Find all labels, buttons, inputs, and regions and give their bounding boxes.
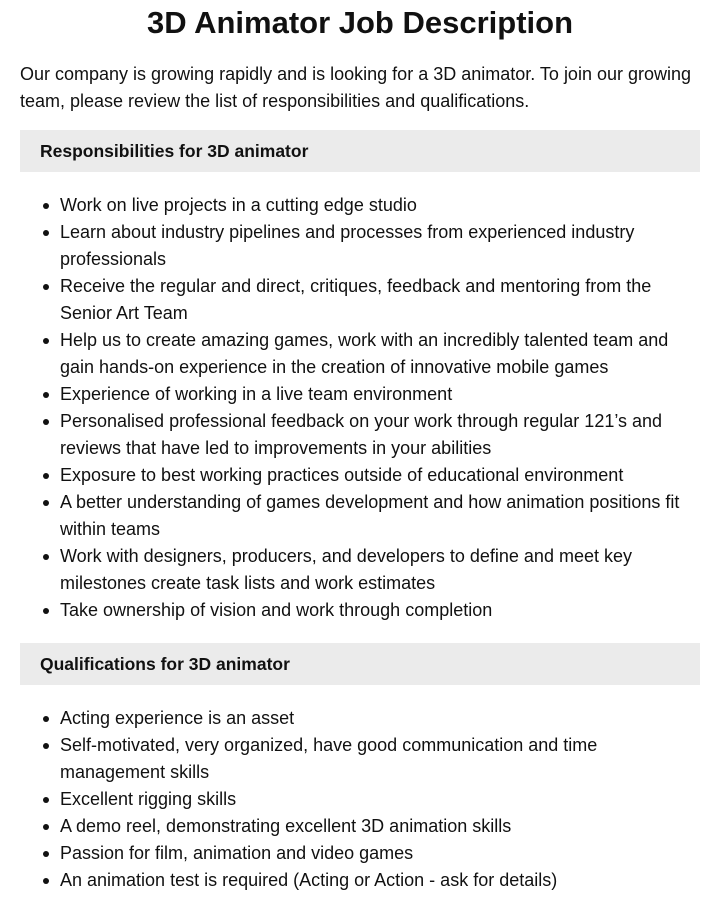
list-item xyxy=(60,192,700,219)
list-item-text: A demo reel, demonstrating excellent 3D animation skills xyxy=(60,816,512,836)
bullet-icon xyxy=(43,743,49,749)
list-item xyxy=(60,273,700,327)
bullet-icon xyxy=(43,419,49,425)
responsibilities-list xyxy=(20,192,700,624)
list-item xyxy=(60,489,700,543)
list-item-text: An animation test is required (Acting or Action - ask for details) xyxy=(60,870,558,890)
bullet-icon xyxy=(43,338,49,344)
list-item xyxy=(60,462,700,489)
list-item xyxy=(60,597,700,624)
list-item-text: Self-motivated, very organized, have good communication and time management skills xyxy=(60,735,598,782)
list-item-text: Help us to create amazing games, work with an incredibly talented team and gain hands-on experience in the creation of innovative mobile games xyxy=(60,330,669,377)
qualifications-list xyxy=(20,705,700,894)
responsibilities-heading: Responsibilities for 3D animator xyxy=(20,130,700,172)
list-item xyxy=(60,381,700,408)
list-item-text: A better understanding of games development and how animation positions fit within teams xyxy=(60,492,680,539)
list-item-text: Experience of working in a live team environment xyxy=(60,384,453,404)
bullet-icon xyxy=(43,824,49,830)
bullet-icon xyxy=(43,284,49,290)
bullet-icon xyxy=(43,554,49,560)
list-item-text: Take ownership of vision and work through completion xyxy=(60,600,493,620)
list-item-text: Excellent rigging skills xyxy=(60,789,237,809)
bullet-icon xyxy=(43,716,49,722)
bullet-icon xyxy=(43,878,49,884)
bullet-icon xyxy=(43,392,49,398)
list-item xyxy=(60,732,700,786)
list-item-text: Receive the regular and direct, critiques, feedback and mentoring from the Senior Art Team xyxy=(60,276,652,323)
list-item xyxy=(60,786,700,813)
list-item-text: Work with designers, producers, and developers to define and meet key milestones create task lists and work estimates xyxy=(60,546,632,593)
bullet-icon xyxy=(43,473,49,479)
list-item-text: Acting experience is an asset xyxy=(60,708,295,728)
list-item xyxy=(60,408,700,462)
list-item xyxy=(60,219,700,273)
list-item xyxy=(60,813,700,840)
bullet-icon xyxy=(43,230,49,236)
bullet-icon xyxy=(43,851,49,857)
list-item-text: Learn about industry pipelines and processes from experienced industry professionals xyxy=(60,222,635,269)
bullet-icon xyxy=(43,608,49,614)
list-item xyxy=(60,840,700,867)
bullet-icon xyxy=(43,500,49,506)
list-item xyxy=(60,867,700,894)
bullet-icon xyxy=(43,797,49,803)
intro-paragraph: Our company is growing rapidly and is looking for a 3D animator. To join our growing team, please review the list of responsibilities and qualifications. xyxy=(20,64,692,111)
list-item xyxy=(60,543,700,597)
list-item-text: Passion for film, animation and video games xyxy=(60,843,414,863)
list-item xyxy=(60,327,700,381)
list-item-text: Work on live projects in a cutting edge studio xyxy=(60,195,417,215)
bullet-icon xyxy=(43,203,49,209)
list-item-text: Personalised professional feedback on your work through regular 121’s and reviews that have led to improvements in your abilities xyxy=(60,411,663,458)
list-item xyxy=(60,705,700,732)
qualifications-heading: Qualifications for 3D animator xyxy=(20,643,700,685)
page-title: 3D Animator Job Description xyxy=(146,5,574,40)
list-item-text: Exposure to best working practices outside of educational environment xyxy=(60,465,624,485)
